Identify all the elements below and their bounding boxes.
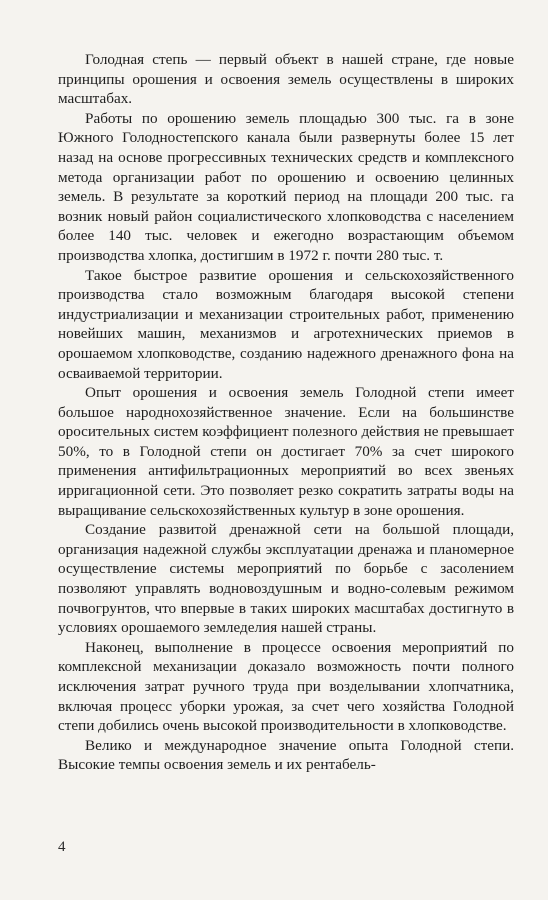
body-text — [58, 50, 514, 775]
paragraph-4: Опыт орошения и освоения земель Голодной степи имеет большое народнохозяйственное значение. Если на большинстве оросительных систем коэффициент полезного действия не превышает 50%, то в Голодной степи он достигает 70% за счет широкого применения антифильтрационных мероприятий во всех звеньях ирригационной сети. Это позволяет резко сократить затраты воды на выращивание сельскохозяйственных культур в зоне орошения. — [58, 384, 514, 519]
paragraph-3: Такое быстрое развитие орошения и сельскохозяйственного производства стало возможным благодаря высокой степени индустриализации и механизации строительных работ, применению новейших машин, механизмов и агротехнических приемов в орошаемом хлопководстве, созданию надежного дренажного фона на осваиваемой территории. — [58, 266, 514, 382]
paragraph-1: Голодная степь — первый объект в нашей стране, где новые принципы орошения и освоения земель осуществлены в широких масштабах. — [58, 51, 514, 108]
paragraph-2: Работы по орошению земель площадью 300 тыс. га в зоне Южного Голодностепского канала были развернуты более 15 лет назад на основе прогрессивных технических средств и комплексного метода организации работ по орошению и освоению целинных земель. В результате за короткий период на площади 200 тыс. га возник новый район социалистического хлопководства с населением более 140 тыс. человек и ежегодно возрастающим объемом производства хлопка, достигшим в 1972 г. почти 280 тыс. т. — [58, 109, 514, 264]
paragraph-6: Наконец, выполнение в процессе освоения мероприятий по комплексной механизации доказало возможность почти полного исключения затрат ручного труда при возделывании хлопчатника, включая процесс уборки урожая, за счет чего хозяйства Голодной степи добились очень высокой производительности в хлопководстве. — [58, 638, 514, 735]
page-number: 4 — [58, 839, 66, 855]
paragraph-7: Велико и международное значение опыта Голодной степи. Высокие темпы освоения земель и их рентабель- — [58, 736, 514, 774]
paragraph-5: Создание развитой дренажной сети на большой площади, организация надежной службы эксплуатации дренажа и планомерное осуществление системы мероприятий по борьбе с засолением позволяют управлять водновоздушным и водно-солевым режимом почвогрунтов, что впервые в таких широких масштабах достигнуто в условиях орошаемого земледелия нашей страны. — [58, 521, 514, 637]
